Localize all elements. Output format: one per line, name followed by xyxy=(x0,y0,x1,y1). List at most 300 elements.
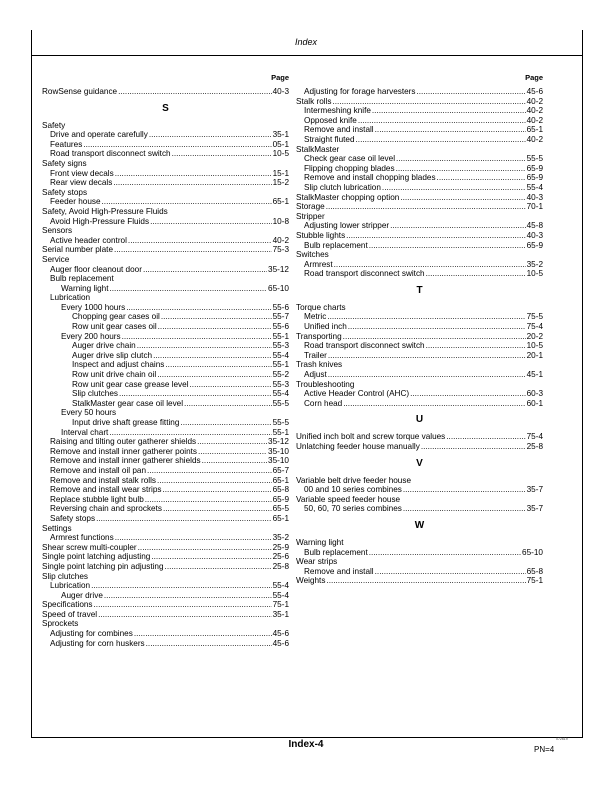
index-entry xyxy=(42,274,289,284)
dot-leader xyxy=(137,341,272,351)
dot-leader xyxy=(403,485,526,495)
dot-leader xyxy=(163,485,272,495)
index-entry-page: 10-8 xyxy=(272,216,289,226)
index-entry xyxy=(42,639,289,649)
index-entry xyxy=(296,557,543,567)
footer-page-number: Index-4 xyxy=(288,739,324,750)
index-entry-term: Trailer xyxy=(304,350,327,360)
index-entry-term: Variable speed feeder house xyxy=(296,494,401,504)
index-entry-term: Adjusting lower stripper xyxy=(304,221,390,231)
dot-leader xyxy=(446,432,525,442)
index-entry xyxy=(42,447,289,457)
index-entry-page: 65-9 xyxy=(526,173,543,183)
index-entry-term: Storage xyxy=(296,202,325,212)
index-entry-term: Chopping gear cases oil xyxy=(72,312,160,322)
dot-leader xyxy=(118,87,272,97)
index-entry-term: Front view decals xyxy=(50,168,114,178)
index-entry-term: Opposed knife xyxy=(304,115,357,125)
dot-leader xyxy=(184,399,272,409)
index-entry xyxy=(296,87,543,97)
index-entry-term: Remove and install oil pan xyxy=(50,465,147,475)
dot-leader xyxy=(96,514,272,524)
index-entry-term: Flipping chopping blades xyxy=(304,163,395,173)
index-entry xyxy=(42,159,289,169)
index-entry xyxy=(42,428,289,438)
dot-leader xyxy=(410,389,526,399)
index-entry xyxy=(296,538,543,548)
index-entry-page: 25-6 xyxy=(272,552,289,562)
dot-leader xyxy=(143,265,267,275)
index-entry xyxy=(296,380,543,390)
index-entry xyxy=(296,576,543,586)
dot-leader xyxy=(198,447,267,457)
dot-leader xyxy=(327,312,525,322)
index-entry xyxy=(296,504,543,514)
dot-leader xyxy=(348,322,526,332)
index-entry xyxy=(296,154,543,164)
index-entry-page: 60-1 xyxy=(526,398,543,408)
index-entry xyxy=(296,202,543,212)
dot-leader xyxy=(146,639,272,649)
index-entry xyxy=(42,485,289,495)
index-entry-term: Row unit gear cases oil xyxy=(72,322,157,332)
dot-leader xyxy=(343,399,525,409)
index-entry-page: 65-8 xyxy=(272,485,289,495)
index-entry xyxy=(296,399,543,409)
index-entry-page: 65-9 xyxy=(272,494,289,504)
dot-leader xyxy=(426,269,526,279)
index-entry-page: 40-2 xyxy=(526,106,543,116)
dot-leader xyxy=(346,231,525,241)
index-entry xyxy=(42,245,289,255)
dot-leader xyxy=(417,87,526,97)
index-entry-term: Troubleshooting xyxy=(296,379,355,389)
index-entry xyxy=(42,619,289,629)
index-entry-term: Raising and tilting outer gatherer shields xyxy=(50,437,197,447)
index-entry-page: 60-3 xyxy=(526,389,543,399)
index-entry xyxy=(42,408,289,418)
index-entry-term: Switches xyxy=(296,250,329,260)
index-entry-page: 40-3 xyxy=(526,192,543,202)
index-entry-term: Interval chart xyxy=(61,427,109,437)
index-entry xyxy=(296,97,543,107)
index-entry-page: 55-4 xyxy=(272,389,289,399)
index-entry xyxy=(296,370,543,380)
index-entry-page: 45-8 xyxy=(526,221,543,231)
dot-leader xyxy=(400,193,525,203)
index-entry xyxy=(42,380,289,390)
index-entry-page: 75-5 xyxy=(526,312,543,322)
index-entry-page: 55-5 xyxy=(272,398,289,408)
index-entry xyxy=(42,207,289,217)
index-letter-heading: V xyxy=(416,457,423,469)
index-entry-term: Armrest functions xyxy=(50,533,114,543)
index-entry-page: 40-3 xyxy=(526,230,543,240)
index-entry-term: StalkMaster chopping option xyxy=(296,192,400,202)
index-entry-term: Safety signs xyxy=(42,158,87,168)
dot-leader xyxy=(369,241,526,251)
index-entry-page: 55-6 xyxy=(272,302,289,312)
index-entry-term: Every 1000 hours xyxy=(61,302,126,312)
dot-leader xyxy=(114,245,272,255)
index-entry-term: Shear screw multi-coupler xyxy=(42,542,137,552)
index-entry-term: Active header control xyxy=(50,235,127,245)
page-column-label: Page xyxy=(525,73,543,82)
index-entry-term: Remove and install xyxy=(304,566,374,576)
dot-leader xyxy=(102,197,272,207)
index-entry xyxy=(296,145,543,155)
dot-leader xyxy=(326,576,525,586)
index-entry-page: 65-10 xyxy=(268,283,289,293)
index-entry-term: Corn head xyxy=(304,398,343,408)
index-entry-term: Road transport disconnect switch xyxy=(50,149,171,159)
index-entry-term: Adjust xyxy=(304,370,327,380)
index-entry xyxy=(296,250,543,260)
dot-leader xyxy=(98,610,272,620)
index-entry-page: 35-1 xyxy=(272,130,289,140)
index-entry-page: 55-3 xyxy=(272,341,289,351)
index-entry xyxy=(42,351,289,361)
index-entry xyxy=(296,351,543,361)
index-entry xyxy=(296,106,543,116)
index-entry xyxy=(42,418,289,428)
dot-leader xyxy=(122,332,272,342)
index-entry-page: 65-7 xyxy=(272,465,289,475)
index-entry xyxy=(296,212,543,222)
index-entry-page: 40-2 xyxy=(526,134,543,144)
index-entry-term: Single point latching adjusting xyxy=(42,552,151,562)
index-entry-term: Settings xyxy=(42,523,72,533)
index-entry-page: 25-8 xyxy=(526,442,543,451)
dot-leader xyxy=(113,178,271,188)
index-entry-term: Input drive shaft grease fitting xyxy=(72,418,180,427)
index-entry xyxy=(296,485,543,495)
dot-leader xyxy=(145,495,272,505)
dot-leader xyxy=(343,332,526,342)
index-entry-page: 65-9 xyxy=(526,163,543,173)
index-entry-term: Stalk rolls xyxy=(296,96,332,106)
index-entry-term: Unlatching feeder house manually xyxy=(296,442,420,451)
index-entry xyxy=(296,260,543,270)
index-entry xyxy=(42,389,289,399)
dot-leader xyxy=(153,351,272,361)
index-entry xyxy=(42,332,289,342)
index-entry-page: 55-5 xyxy=(526,154,543,164)
index-entry xyxy=(296,303,543,313)
index-entry-page: 75-3 xyxy=(272,245,289,255)
index-entry-term: Trash knives xyxy=(296,360,343,370)
index-entry xyxy=(42,149,289,159)
index-entry-term: Safety xyxy=(42,120,66,130)
dot-leader xyxy=(382,183,526,193)
index-entry xyxy=(42,504,289,514)
index-entry-page: 15-1 xyxy=(272,168,289,178)
index-entry xyxy=(296,269,543,279)
index-entry-page: 35-7 xyxy=(526,485,543,495)
index-entry xyxy=(42,543,289,553)
index-entry-term: Remove and install xyxy=(304,125,374,135)
dot-leader xyxy=(109,284,267,294)
index-entry-term: Intermeshing knife xyxy=(304,106,371,116)
index-entry-term: Torque charts xyxy=(296,302,346,312)
index-entry xyxy=(296,116,543,126)
index-entry-term: Unified inch xyxy=(304,322,347,332)
index-entry xyxy=(296,548,543,558)
index-letter-heading: T xyxy=(416,284,423,296)
index-entry xyxy=(296,567,543,577)
index-entry-term: Auger drive xyxy=(61,590,103,600)
index-entry xyxy=(42,552,289,562)
index-entry xyxy=(42,437,289,447)
index-entry xyxy=(296,360,543,370)
dot-leader xyxy=(190,380,272,390)
index-entry-term: Row unit gear case grease level xyxy=(72,379,189,389)
index-entry-term: Replace stubble light bulb xyxy=(50,494,144,504)
index-entry-page: 65-10 xyxy=(522,547,543,557)
dot-leader xyxy=(147,466,272,476)
index-entry-page: 35-7 xyxy=(526,504,543,514)
dot-leader xyxy=(119,389,272,399)
index-entry-term: Auger drive slip clutch xyxy=(72,350,153,360)
dot-leader xyxy=(115,533,272,543)
index-entry-page: 65-1 xyxy=(272,475,289,485)
dot-leader xyxy=(161,312,272,322)
dot-leader xyxy=(150,217,272,227)
index-entry xyxy=(296,135,543,145)
index-entry-page: 10-5 xyxy=(526,341,543,351)
index-entry-term: Stripper xyxy=(296,211,325,221)
index-entry-page: 35-2 xyxy=(272,533,289,543)
index-entry-term: Single point latching pin adjusting xyxy=(42,561,164,571)
index-entry-term: StalkMaster xyxy=(296,144,340,154)
index-entry xyxy=(42,178,289,188)
dot-leader xyxy=(91,581,272,591)
index-entry-term: Adjusting for forage harvesters xyxy=(304,87,416,96)
index-entry xyxy=(42,514,289,524)
index-entry-term: Safety stops xyxy=(50,513,96,523)
index-entry xyxy=(42,140,289,150)
index-entry-term: Variable belt drive feeder house xyxy=(296,475,411,485)
dot-leader xyxy=(403,504,526,514)
index-entry xyxy=(296,389,543,399)
index-entry-term: Unified inch bolt and screw torque values xyxy=(296,432,446,442)
footer-stamp: 072619 xyxy=(556,737,568,741)
index-entry-page: 75-1 xyxy=(272,600,289,610)
dot-leader xyxy=(375,125,526,135)
index-entry xyxy=(42,341,289,351)
index-entry-page: 45-6 xyxy=(272,629,289,639)
index-entry-term: Features xyxy=(50,139,83,149)
index-entry-page: 65-5 xyxy=(272,504,289,514)
dot-leader xyxy=(326,202,526,212)
index-entry xyxy=(42,600,289,610)
index-entry-term: Remove and install inner gatherer shields xyxy=(50,456,201,466)
index-entry xyxy=(296,221,543,231)
index-entry xyxy=(42,265,289,275)
index-entry-term: RowSense guidance xyxy=(42,87,118,96)
index-entry-term: 00 and 10 series combines xyxy=(304,485,402,495)
index-entry-term: Safety stops xyxy=(42,187,88,197)
index-entry-term: Check gear case oil level xyxy=(304,154,396,164)
dot-leader xyxy=(437,173,526,183)
index-entry-term: Transporting xyxy=(296,331,342,341)
index-entry-term: Metric xyxy=(304,312,327,322)
index-entry-term: Speed of travel xyxy=(42,609,98,619)
index-entry-page: 10-5 xyxy=(526,269,543,279)
index-entry xyxy=(42,581,289,591)
index-entry-term: Armrest xyxy=(304,259,333,269)
index-entry xyxy=(42,236,289,246)
index-entry-term: Reversing chain and sprockets xyxy=(50,504,162,514)
index-entry-term: Wear strips xyxy=(296,557,338,567)
index-entry xyxy=(42,130,289,140)
index-entry xyxy=(296,164,543,174)
footer-pn: PN=4 xyxy=(534,745,555,754)
dot-leader xyxy=(83,140,271,150)
index-entry-page: 20-2 xyxy=(526,331,543,341)
index-entry-term: Specifications xyxy=(42,600,93,610)
dot-leader xyxy=(149,130,272,140)
dot-leader xyxy=(390,221,526,231)
index-entry-page: 35-10 xyxy=(268,446,289,456)
index-entry-page: 70-1 xyxy=(526,202,543,212)
index-entry-page: 40-2 xyxy=(272,235,289,245)
index-entry-term: Safety, Avoid High-Pressure Fluids xyxy=(42,206,168,216)
index-entry xyxy=(296,341,543,351)
index-entry xyxy=(42,197,289,207)
index-entry-page: 40-3 xyxy=(272,87,289,96)
index-entry xyxy=(296,231,543,241)
index-entry xyxy=(42,217,289,227)
index-entry xyxy=(296,476,543,486)
index-entry-page: 20-1 xyxy=(526,350,543,360)
index-entry-term: Bulb replacement xyxy=(304,240,368,250)
index-letter-heading: U xyxy=(415,414,424,426)
index-entry xyxy=(296,495,543,505)
index-entry-page: 55-4 xyxy=(272,590,289,600)
index-entry-page: 40-2 xyxy=(526,96,543,106)
index-entry-term: Drive and operate carefully xyxy=(50,130,148,140)
index-entry-page: 25-9 xyxy=(272,542,289,552)
header-rule xyxy=(31,55,582,56)
index-entry xyxy=(42,572,289,582)
index-entry xyxy=(42,466,289,476)
index-entry-term: Slip clutches xyxy=(42,571,88,581)
index-entry-page: 45-6 xyxy=(526,87,543,96)
index-entry xyxy=(42,322,289,332)
index-entry xyxy=(296,442,543,452)
index-entry-page: 55-4 xyxy=(526,182,543,192)
index-entry-page: 45-1 xyxy=(526,370,543,380)
index-entry-term: Lubrication xyxy=(50,293,91,303)
index-entry-page: 55-2 xyxy=(272,370,289,380)
dot-leader xyxy=(328,351,526,361)
dot-leader xyxy=(163,504,272,514)
dot-leader xyxy=(396,164,526,174)
dot-leader xyxy=(421,442,526,452)
index-entry xyxy=(296,183,543,193)
index-entry xyxy=(42,591,289,601)
dot-leader xyxy=(165,562,272,572)
index-entry-page: 35-12 xyxy=(268,264,289,274)
dot-leader xyxy=(197,437,267,447)
index-entry xyxy=(42,524,289,534)
dot-leader xyxy=(104,591,272,601)
index-entry xyxy=(42,121,289,131)
index-entry-term: Every 200 hours xyxy=(61,331,121,341)
index-entry-page: 75-1 xyxy=(526,576,543,586)
index-entry-term: Sensors xyxy=(42,226,73,236)
index-entry-term: Sprockets xyxy=(42,619,79,629)
index-entry-page: 35-1 xyxy=(272,609,289,619)
index-entry xyxy=(42,312,289,322)
dot-leader xyxy=(157,476,272,486)
index-entry-term: Straight fluted xyxy=(304,134,355,144)
index-entry-term: Warning light xyxy=(296,537,344,547)
index-entry-term: Road transport disconnect switch xyxy=(304,341,425,351)
index-entry-page: 35-10 xyxy=(268,456,289,466)
index-entry xyxy=(42,284,289,294)
index-letter-heading: W xyxy=(414,519,425,531)
dot-leader xyxy=(396,154,526,164)
index-entry-page: 65-8 xyxy=(526,566,543,576)
index-entry-term: Bulb replacement xyxy=(304,547,368,557)
index-entry-page: 55-3 xyxy=(272,379,289,389)
index-entry xyxy=(42,562,289,572)
index-entry-term: Remove and install chopping blades xyxy=(304,173,436,183)
index-entry xyxy=(42,399,289,409)
index-entry-term: Inspect and adjust chains xyxy=(72,360,165,370)
index-entry-page: 75-4 xyxy=(526,322,543,332)
index-entry xyxy=(42,87,289,97)
index-entry-term: Avoid High-Pressure Fluids xyxy=(50,216,150,226)
index-entry-page: 10-5 xyxy=(272,149,289,159)
index-entry-page: 65-1 xyxy=(272,513,289,523)
index-entry xyxy=(42,188,289,198)
index-entry-page: 25-8 xyxy=(272,561,289,571)
index-entry xyxy=(42,303,289,313)
index-entry-page: 55-4 xyxy=(272,581,289,591)
index-entry-page: 55-6 xyxy=(272,322,289,332)
index-entry-term: Service xyxy=(42,254,70,264)
index-entry-page: 40-2 xyxy=(526,115,543,125)
index-entry-term: Adjusting for combines xyxy=(50,629,133,639)
index-entry-page: 05-1 xyxy=(272,139,289,149)
index-entry xyxy=(42,226,289,236)
index-entry-page: 65-1 xyxy=(526,125,543,135)
index-entry xyxy=(296,332,543,342)
index-entry-term: Adjusting for corn huskers xyxy=(50,638,145,648)
index-entry-page: 35-12 xyxy=(268,437,289,447)
index-entry xyxy=(42,169,289,179)
index-entry-page: 45-6 xyxy=(272,638,289,648)
index-entry-page: 65-1 xyxy=(272,197,289,207)
dot-leader xyxy=(151,552,271,562)
index-entry xyxy=(296,193,543,203)
index-entry xyxy=(42,610,289,620)
index-entry-term: StalkMaster gear case oil level xyxy=(72,398,184,408)
index-entry-page: 55-7 xyxy=(272,312,289,322)
index-entry-term: Rear view decals xyxy=(50,178,113,188)
index-letter-heading: S xyxy=(162,102,169,114)
dot-leader xyxy=(157,370,271,380)
index-entry xyxy=(42,456,289,466)
dot-leader xyxy=(202,456,267,466)
index-entry-page: 15-2 xyxy=(272,178,289,188)
index-entry xyxy=(42,629,289,639)
dot-leader xyxy=(358,116,526,126)
dot-leader xyxy=(94,600,272,610)
